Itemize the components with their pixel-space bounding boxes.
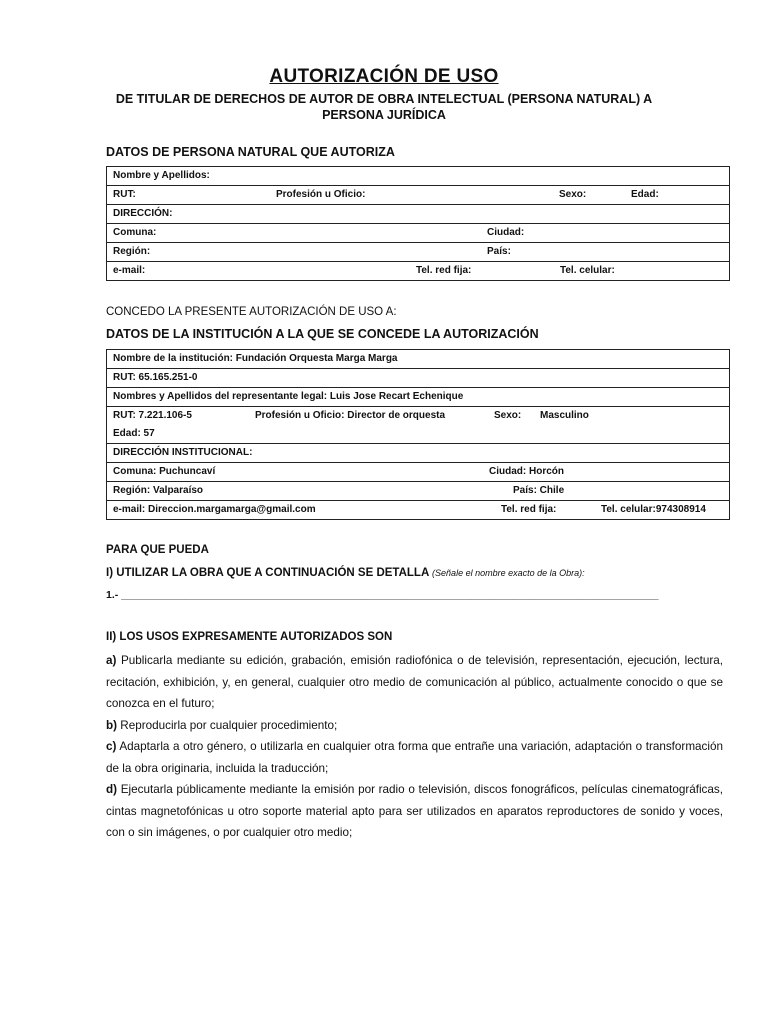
region-row[interactable] xyxy=(107,243,730,262)
rep-details-field[interactable] xyxy=(107,407,730,444)
inst-rut: RUT: 65.165.251-0 xyxy=(113,372,198,383)
inst-comuna-row[interactable] xyxy=(107,463,730,482)
tel-fija-label: Tel. red fija: xyxy=(416,265,472,276)
uso-b xyxy=(106,715,723,737)
uso-b-text: Reproducirla por cualquier procedimiento; xyxy=(120,718,338,732)
inst-pais: País: Chile xyxy=(513,485,565,496)
nombre-label: Nombre y Apellidos: xyxy=(113,170,210,181)
inst-direccion: DIRECCIÓN INSTITUCIONAL: xyxy=(113,447,253,458)
institucion-heading: DATOS DE LA INSTITUCIÓN A LA QUE SE CONCEDE LA AUTORIZACIÓN xyxy=(106,327,539,341)
inst-ciudad: Ciudad: Horcón xyxy=(489,466,564,477)
inst-tel-fija: Tel. red fija: xyxy=(501,504,557,515)
representante-field[interactable] xyxy=(107,388,730,407)
inst-direccion-field[interactable] xyxy=(107,444,730,463)
uso-d-text: Ejecutarla públicamente mediante la emisión por radio o televisión, discos fonográficos, películas cinematográficas, cintas magnetofónicas u otro soporte material apto para ser utilizados en aparatos reproductores de sonido y voces, con o sin imágenes, o por cualquier otro medio; xyxy=(106,783,723,839)
pais-label: País: xyxy=(487,246,511,257)
rep-sexo-label: Sexo: xyxy=(494,410,522,421)
institution-table xyxy=(106,349,730,520)
concedo-text: CONCEDO LA PRESENTE AUTORIZACIÓN DE USO A: xyxy=(106,306,397,318)
utilizar-label: I) UTILIZAR LA OBRA QUE A CONTINUACIÓN SE DETALLA xyxy=(106,567,429,579)
obra-item-line[interactable]: 1.- ____________________________________________________________________________________________ xyxy=(106,589,659,601)
inst-region: Región: Valparaíso xyxy=(113,485,204,496)
uso-a xyxy=(106,650,723,715)
comuna-row[interactable] xyxy=(107,224,730,243)
rep-edad: Edad: 57 xyxy=(113,428,155,439)
inst-comuna: Comuna: Puchuncaví xyxy=(113,466,216,477)
rut-label: RUT: xyxy=(113,189,136,200)
utilizar-hint: (Señale el nombre exacto de la Obra): xyxy=(432,568,585,578)
natural-person-table xyxy=(106,166,730,281)
usos-list xyxy=(106,650,723,844)
inst-email: e-mail: Direccion.margamarga@gmail.com xyxy=(113,504,316,515)
natural-heading: DATOS DE PERSONA NATURAL QUE AUTORIZA xyxy=(106,145,395,159)
rep-profesion: Profesión u Oficio: Director de orquesta xyxy=(255,410,446,421)
nombre-field[interactable] xyxy=(107,167,730,186)
uso-d-label: d) xyxy=(106,783,118,796)
rep-rut: RUT: 7.221.106-5 xyxy=(113,410,192,421)
rut-row[interactable] xyxy=(107,186,730,205)
profesion-label: Profesión u Oficio: xyxy=(276,189,366,200)
inst-rut-field[interactable] xyxy=(107,369,730,388)
document-subtitle: DE TITULAR DE DERECHOS DE AUTOR DE OBRA INTELECTUAL (PERSONA NATURAL) A PERSONA JURÍDICA xyxy=(115,92,653,122)
inst-nombre: Nombre de la institución: Fundación Orquesta Marga Marga xyxy=(113,353,398,364)
uso-a-label: a) xyxy=(106,654,117,667)
inst-email-row[interactable] xyxy=(107,501,730,520)
usos-heading: II) LOS USOS EXPRESAMENTE AUTORIZADOS SON xyxy=(106,631,393,643)
rep-sexo-value: Masculino xyxy=(540,410,589,421)
inst-nombre-field[interactable] xyxy=(107,350,730,369)
edad-label: Edad: xyxy=(631,189,659,200)
email-row[interactable] xyxy=(107,262,730,281)
uso-d xyxy=(106,779,723,844)
representante: Nombres y Apellidos del representante legal: Luis Jose Recart Echenique xyxy=(113,391,464,402)
uso-c xyxy=(106,736,723,779)
utilizar-heading xyxy=(106,567,585,579)
direccion-field[interactable] xyxy=(107,205,730,224)
region-label: Región: xyxy=(113,246,151,257)
inst-tel-celular: Tel. celular:974308914 xyxy=(601,504,706,515)
uso-c-text: Adaptarla a otro género, o utilizarla en cualquier otra forma que entrañe una variación, adaptación o transformación de la obra originaria, incluida la traducción; xyxy=(106,740,723,775)
sexo-label: Sexo: xyxy=(559,189,587,200)
ciudad-label: Ciudad: xyxy=(487,227,525,238)
uso-c-label: c) xyxy=(106,740,117,753)
document-title: AUTORIZACIÓN DE USO xyxy=(269,66,499,87)
inst-region-row[interactable] xyxy=(107,482,730,501)
para-heading: PARA QUE PUEDA xyxy=(106,544,209,556)
uso-a-text: Publicarla mediante su edición, grabación, emisión radiofónica o de televisión, representación, ejecución, lectura, recitación, exhibición, y, en general, cualquier otro medio de comunicación al público, actualmente conocido o que se conozca en el futuro; xyxy=(106,654,724,710)
tel-celular-label: Tel. celular: xyxy=(560,265,615,276)
comuna-label: Comuna: xyxy=(113,227,157,238)
direccion-label: DIRECCIÓN: xyxy=(113,208,173,219)
email-label: e-mail: xyxy=(113,265,146,276)
uso-b-label: b) xyxy=(106,718,118,732)
